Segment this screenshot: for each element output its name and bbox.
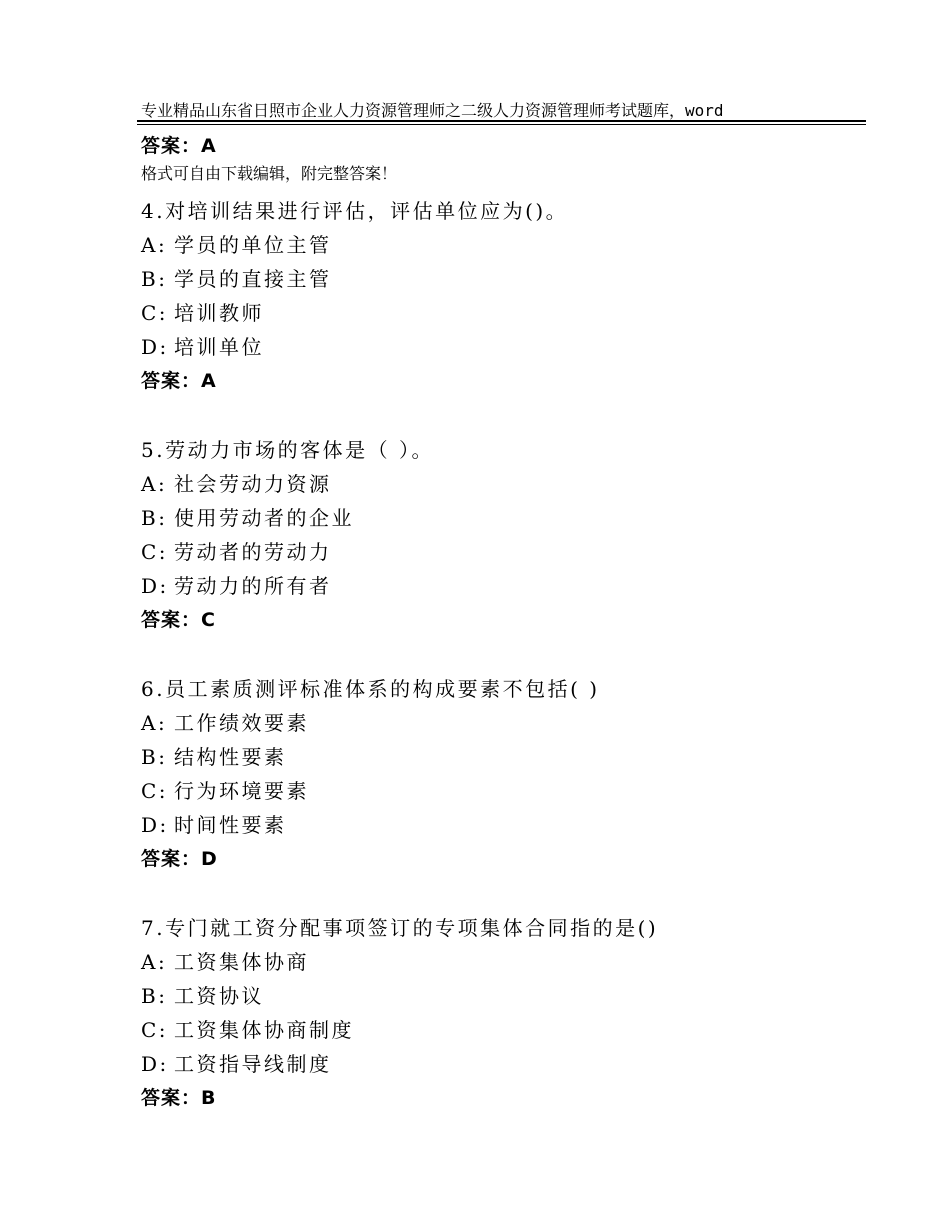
option-key: C: xyxy=(141,301,169,325)
option-key: B: xyxy=(141,267,168,291)
option-a xyxy=(141,711,841,745)
option-key: A: xyxy=(141,233,168,257)
question-stem: 6.员工素质测评标准体系的构成要素不包括( ) xyxy=(141,677,600,701)
option-key: B: xyxy=(141,984,168,1008)
option-c xyxy=(141,301,841,335)
option-text: 工资集体协商 xyxy=(174,950,309,974)
option-b xyxy=(141,267,841,301)
option-d xyxy=(141,813,841,847)
option-text: 培训教师 xyxy=(174,301,264,325)
option-key: C: xyxy=(141,540,169,564)
header-divider-thin xyxy=(137,124,866,125)
option-text: 学员的直接主管 xyxy=(174,267,332,291)
header-title-line-1: 专业精品山东省日照市企业人力资源管理师之二级人力资源管理师考试题库，word xyxy=(141,101,724,120)
header-title-line-2: 格式可自由下载编辑，附完整答案！ xyxy=(141,164,398,183)
option-key: D: xyxy=(141,813,169,837)
option-text: 劳动力的所有者 xyxy=(174,574,332,598)
header-divider-thick xyxy=(137,120,866,122)
option-text: 结构性要素 xyxy=(174,745,287,769)
answer-label: 答案：C xyxy=(141,609,216,631)
option-key: D: xyxy=(141,574,169,598)
option-c xyxy=(141,1018,841,1052)
answer-label: 答案：D xyxy=(141,848,218,870)
question-stem: 5.劳动力市场的客体是（ ）。 xyxy=(141,438,434,462)
option-d xyxy=(141,1052,841,1086)
option-key: B: xyxy=(141,506,168,530)
option-b xyxy=(141,745,841,779)
question-4 xyxy=(141,199,841,403)
option-text: 工作绩效要素 xyxy=(174,711,309,735)
option-b xyxy=(141,984,841,1018)
page-header xyxy=(141,58,841,205)
option-d xyxy=(141,335,841,369)
option-key: A: xyxy=(141,472,168,496)
option-a xyxy=(141,233,841,267)
option-key: D: xyxy=(141,1052,169,1076)
option-key: A: xyxy=(141,950,168,974)
option-key: D: xyxy=(141,335,169,359)
question-6 xyxy=(141,677,841,881)
option-text: 劳动者的劳动力 xyxy=(174,540,332,564)
option-key: A: xyxy=(141,711,168,735)
option-text: 工资协议 xyxy=(174,984,264,1008)
option-text: 行为环境要素 xyxy=(174,779,309,803)
option-text: 学员的单位主管 xyxy=(174,233,332,257)
option-c xyxy=(141,540,841,574)
option-text: 工资集体协商制度 xyxy=(174,1018,354,1042)
option-text: 培训单位 xyxy=(174,335,264,359)
option-key: C: xyxy=(141,1018,169,1042)
option-text: 社会劳动力资源 xyxy=(174,472,332,496)
previous-question-answer: 答案：A xyxy=(141,135,217,157)
option-a xyxy=(141,472,841,506)
option-c xyxy=(141,779,841,813)
option-key: B: xyxy=(141,745,168,769)
header-divider xyxy=(137,120,866,125)
answer-label: 答案：B xyxy=(141,1087,217,1109)
option-a xyxy=(141,950,841,984)
option-text: 工资指导线制度 xyxy=(174,1052,332,1076)
option-key: C: xyxy=(141,779,169,803)
option-d xyxy=(141,574,841,608)
option-b xyxy=(141,506,841,540)
question-stem: 7.专门就工资分配事项签订的专项集体合同指的是() xyxy=(141,916,659,940)
question-7 xyxy=(141,916,841,1120)
question-5 xyxy=(141,438,841,642)
question-stem: 4.对培训结果进行评估，评估单位应为()。 xyxy=(141,199,569,223)
option-text: 时间性要素 xyxy=(174,813,287,837)
option-text: 使用劳动者的企业 xyxy=(174,506,354,530)
answer-label: 答案：A xyxy=(141,370,217,392)
